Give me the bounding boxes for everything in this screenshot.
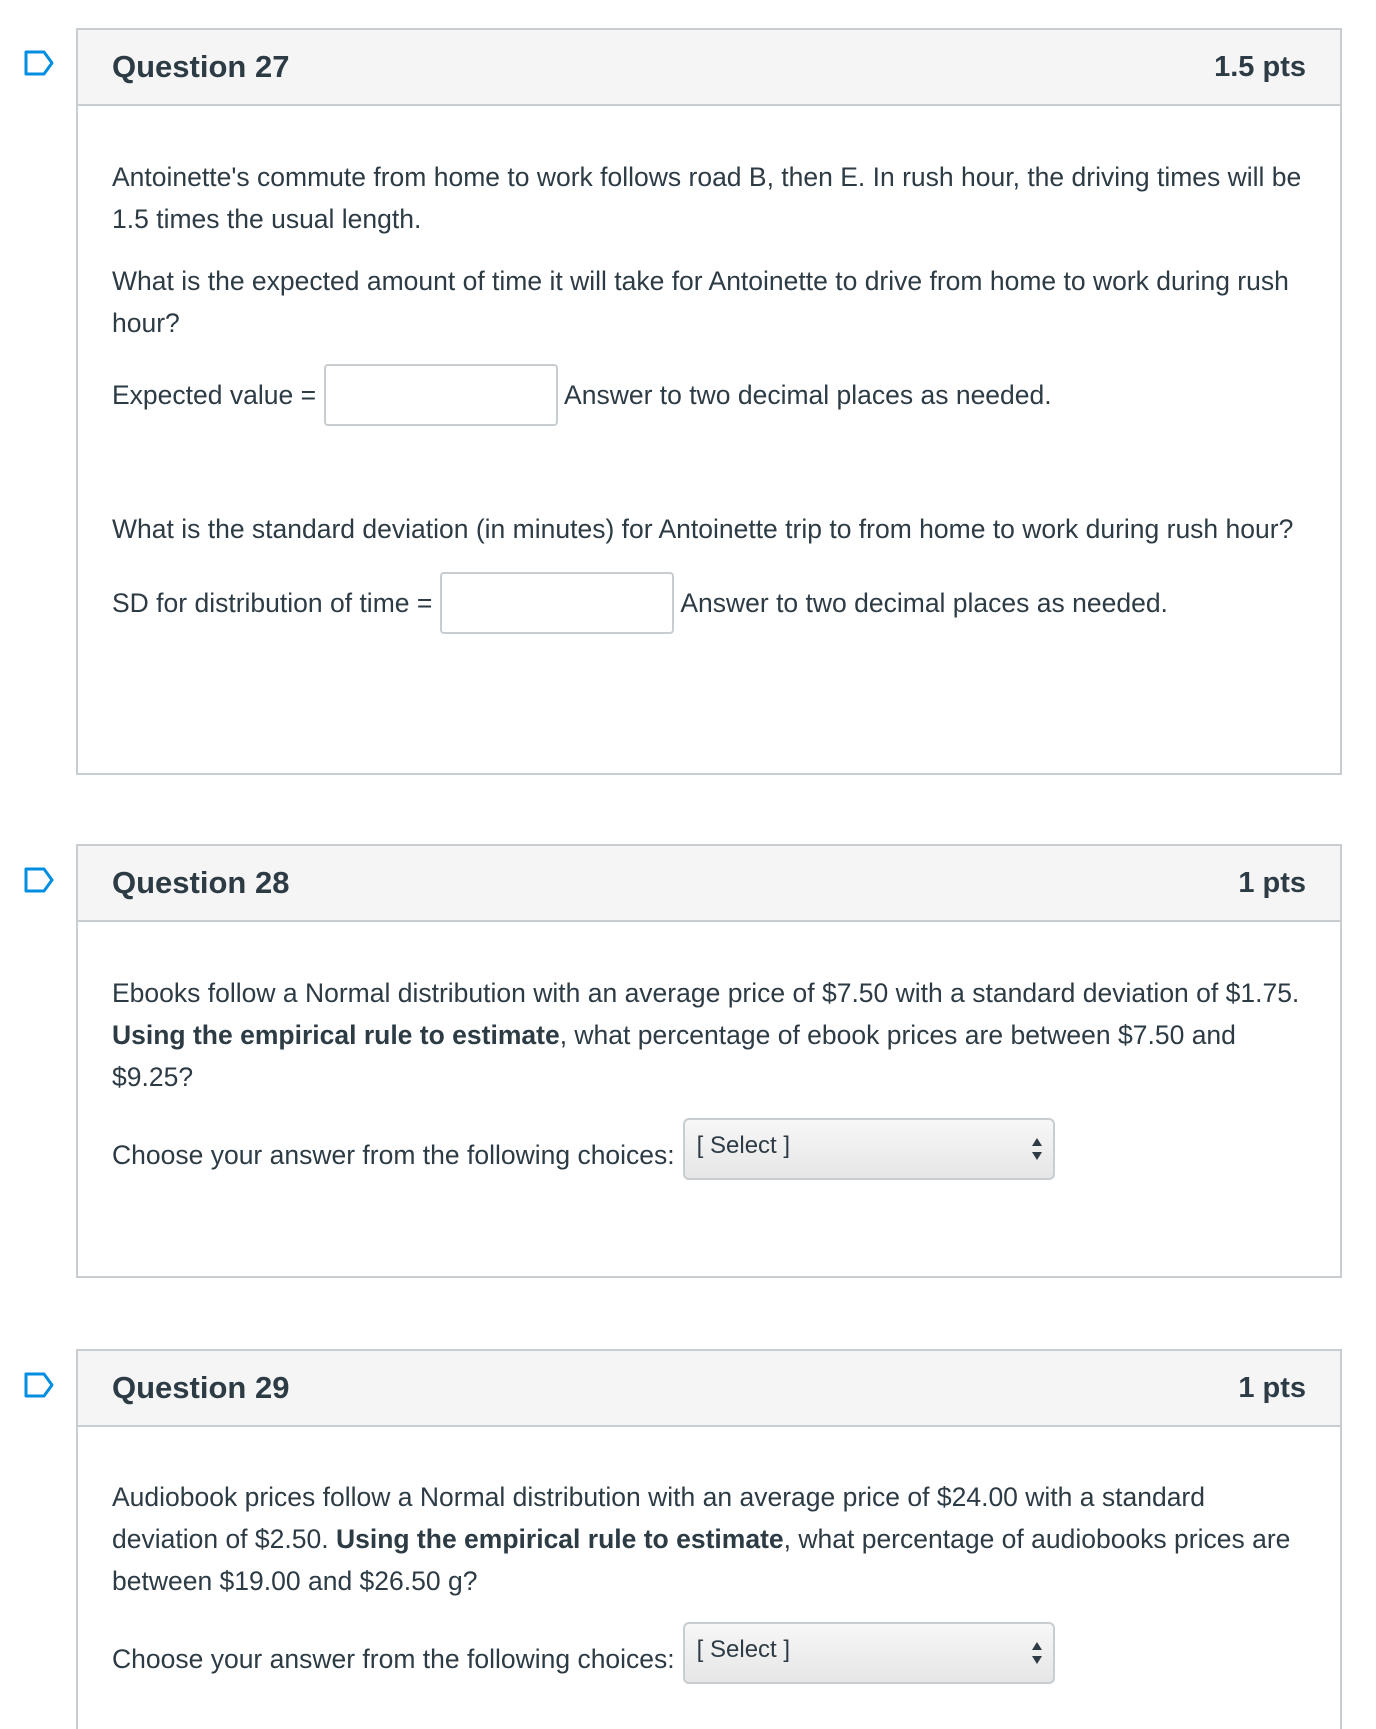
question-points: 1.5 pts	[1214, 50, 1306, 83]
select-value: [ Select ]	[696, 1132, 791, 1159]
up-down-arrows-icon	[1031, 1136, 1043, 1162]
question-text-start: Audiobook prices follow a Normal distribution with an average price of $24.00 with a standard deviation of $2.50.	[112, 1482, 1205, 1554]
question-27	[76, 28, 1342, 775]
choose-label: Choose your answer from the following choices:	[112, 1644, 675, 1674]
flag-question-29-icon[interactable]	[24, 1372, 54, 1398]
answer-select[interactable]	[683, 1622, 1055, 1684]
question-body	[78, 1427, 1340, 1726]
choice-row	[112, 1116, 1306, 1182]
sd-label: SD for distribution of time =	[112, 588, 433, 618]
expected-value-label: Expected value =	[112, 380, 317, 410]
question-28	[76, 844, 1342, 1278]
up-down-arrows-icon	[1031, 1640, 1043, 1666]
sd-row	[112, 570, 1306, 636]
question-header	[78, 1351, 1340, 1427]
question-prompt-sd: What is the standard deviation (in minutes) for Antoinette trip to from home to work during rush hour?	[112, 514, 1294, 544]
question-header	[78, 30, 1340, 106]
expected-value-hint: Answer to two decimal places as needed.	[564, 380, 1052, 410]
question-title: Question 29	[112, 1370, 290, 1405]
flag-question-28-icon[interactable]	[24, 867, 54, 893]
question-prompt: What is the expected amount of time it will take for Antoinette to drive from home to work during rush hour?	[112, 266, 1289, 338]
question-body	[78, 106, 1340, 676]
question-29	[76, 1349, 1342, 1729]
question-title: Question 28	[112, 865, 290, 900]
answer-select[interactable]	[683, 1118, 1055, 1180]
question-text	[112, 972, 1306, 1098]
question-text-start: Ebooks follow a Normal distribution with an average price of $7.50 with a standard deviation of $1.75.	[112, 978, 1300, 1008]
question-header	[78, 846, 1340, 922]
question-text-bold: Using the empirical rule to estimate	[335, 1524, 784, 1554]
flag-question-27-icon[interactable]	[24, 50, 54, 76]
choose-label: Choose your answer from the following choices:	[112, 1140, 675, 1170]
sd-hint: Answer to two decimal places as needed.	[680, 588, 1168, 618]
question-body	[78, 922, 1340, 1222]
question-text-end: , what percentage of audiobooks prices are between $19.00 and $26.50 g?	[112, 1524, 1291, 1596]
question-points: 1 pts	[1238, 1371, 1306, 1404]
sd-input[interactable]	[440, 572, 674, 634]
expected-value-row	[112, 362, 1306, 428]
select-value: [ Select ]	[696, 1636, 791, 1663]
question-text-bold: Using the empirical rule to estimate	[112, 1020, 560, 1050]
question-text-end: , what percentage of ebook prices are between $7.50 and $9.25?	[112, 1020, 1236, 1092]
expected-value-input[interactable]	[324, 364, 558, 426]
question-text	[112, 1476, 1306, 1602]
question-text: Antoinette's commute from home to work follows road B, then E. In rush hour, the driving times will be 1.5 times the usual length.	[112, 162, 1302, 234]
question-title: Question 27	[112, 49, 290, 84]
question-points: 1 pts	[1238, 866, 1306, 899]
choice-row	[112, 1620, 1306, 1686]
